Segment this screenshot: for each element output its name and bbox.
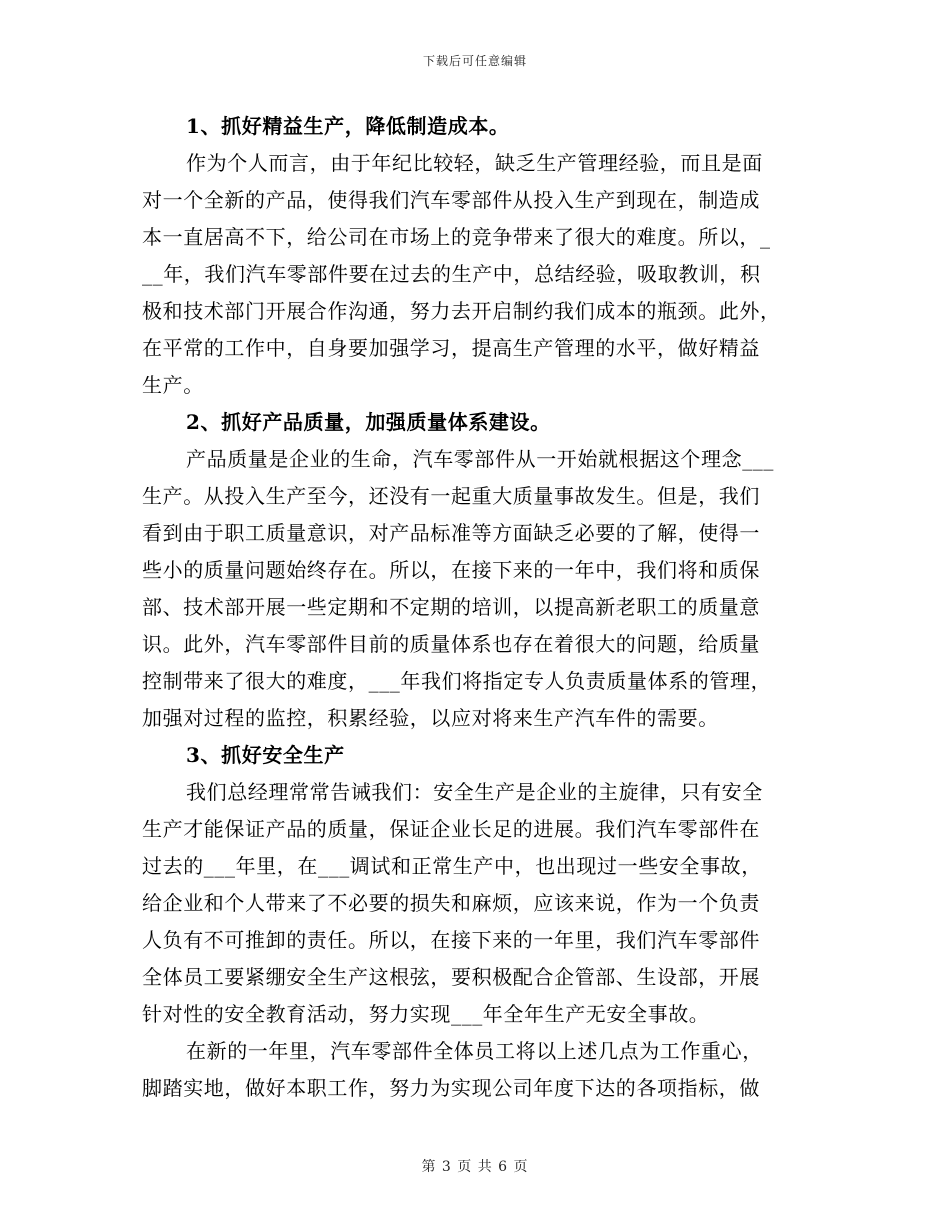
paragraph-line: 部、技术部开展一些定期和不定期的培训，以提高新老职工的质量意 <box>142 595 760 619</box>
paragraph-line: 加强对过程的监控，积累经验，以应对将来生产汽车件的需要。 <box>142 706 719 730</box>
paragraph-line: 作为个人而言，由于年纪比较轻，缺乏生产管理经验，而且是面 <box>186 151 763 175</box>
paragraph-line: 生产。从投入生产至今，还没有一起重大质量事故发生。但是，我们 <box>142 484 760 508</box>
paragraph-line: 脚踏实地，做好本职工作，努力为实现公司年度下达的各项指标，做 <box>142 1076 760 1100</box>
paragraph-line: __年，我们汽车零部件要在过去的生产中，总结经验，吸取教训，积 <box>142 262 761 286</box>
paragraph-line: 在新的一年里，汽车零部件全体员工将以上述几点为工作重心， <box>186 1039 763 1063</box>
paragraph-line: 极和技术部门开展合作沟通，努力去开启制约我们成本的瓶颈。此外， <box>142 299 781 323</box>
paragraph-line: 对一个全新的产品，使得我们汽车零部件从投入生产到现在，制造成 <box>142 188 760 212</box>
page-number: 第 3 页 共 6 页 <box>421 1159 529 1175</box>
paragraph-line: 本一直居高不下，给公司在市场上的竞争带来了很大的难度。所以，_ <box>142 225 771 249</box>
paragraph-line: 给企业和个人带来了不必要的损失和麻烦，应该来说，作为一个负责 <box>142 891 760 915</box>
paragraph-line: 我们总经理常常告诫我们：安全生产是企业的主旋律，只有安全 <box>186 780 763 804</box>
section-heading-3: 3、抓好安全生产 <box>186 743 345 767</box>
paragraph-line: 看到由于职工质量意识，对产品标准等方面缺乏必要的了解，使得一 <box>142 521 760 545</box>
paragraph-line: 产品质量是企业的生命，汽车零部件从一开始就根据这个理念___ <box>186 447 774 471</box>
paragraph-line: 在平常的工作中，自身要加强学习，提高生产管理的水平，做好精益 <box>142 336 760 360</box>
paragraph-line: 人负有不可推卸的责任。所以，在接下来的一年里，我们汽车零部件 <box>142 928 760 952</box>
document-body <box>142 108 810 1107</box>
paragraph-line: 控制带来了很大的难度，___年我们将指定专人负责质量体系的管理， <box>142 669 772 693</box>
paragraph-line: 识。此外，汽车零部件目前的质量体系也存在着很大的问题，给质量 <box>142 632 760 656</box>
section-heading-2: 2、抓好产品质量，加强质量体系建设。 <box>186 410 551 434</box>
paragraph-line: 生产。 <box>142 373 204 397</box>
page-header-note: 下载后可任意编辑 <box>422 54 527 68</box>
paragraph-line: 些小的质量问题始终存在。所以，在接下来的一年中，我们将和质保 <box>142 558 760 582</box>
paragraph-line: 过去的___年里，在___调试和正常生产中，也出现过一些安全事故， <box>142 854 762 878</box>
section-heading-1: 1、抓好精益生产，降低制造成本。 <box>186 114 510 138</box>
paragraph-line: 生产才能保证产品的质量，保证企业长足的进展。我们汽车零部件在 <box>142 817 760 841</box>
paragraph-line: 针对性的安全教育活动，努力实现___年全年生产无安全事故。 <box>142 1002 710 1026</box>
paragraph-line: 全体员工要紧绷安全生产这根弦，要积极配合企管部、生设部，开展 <box>142 965 760 989</box>
